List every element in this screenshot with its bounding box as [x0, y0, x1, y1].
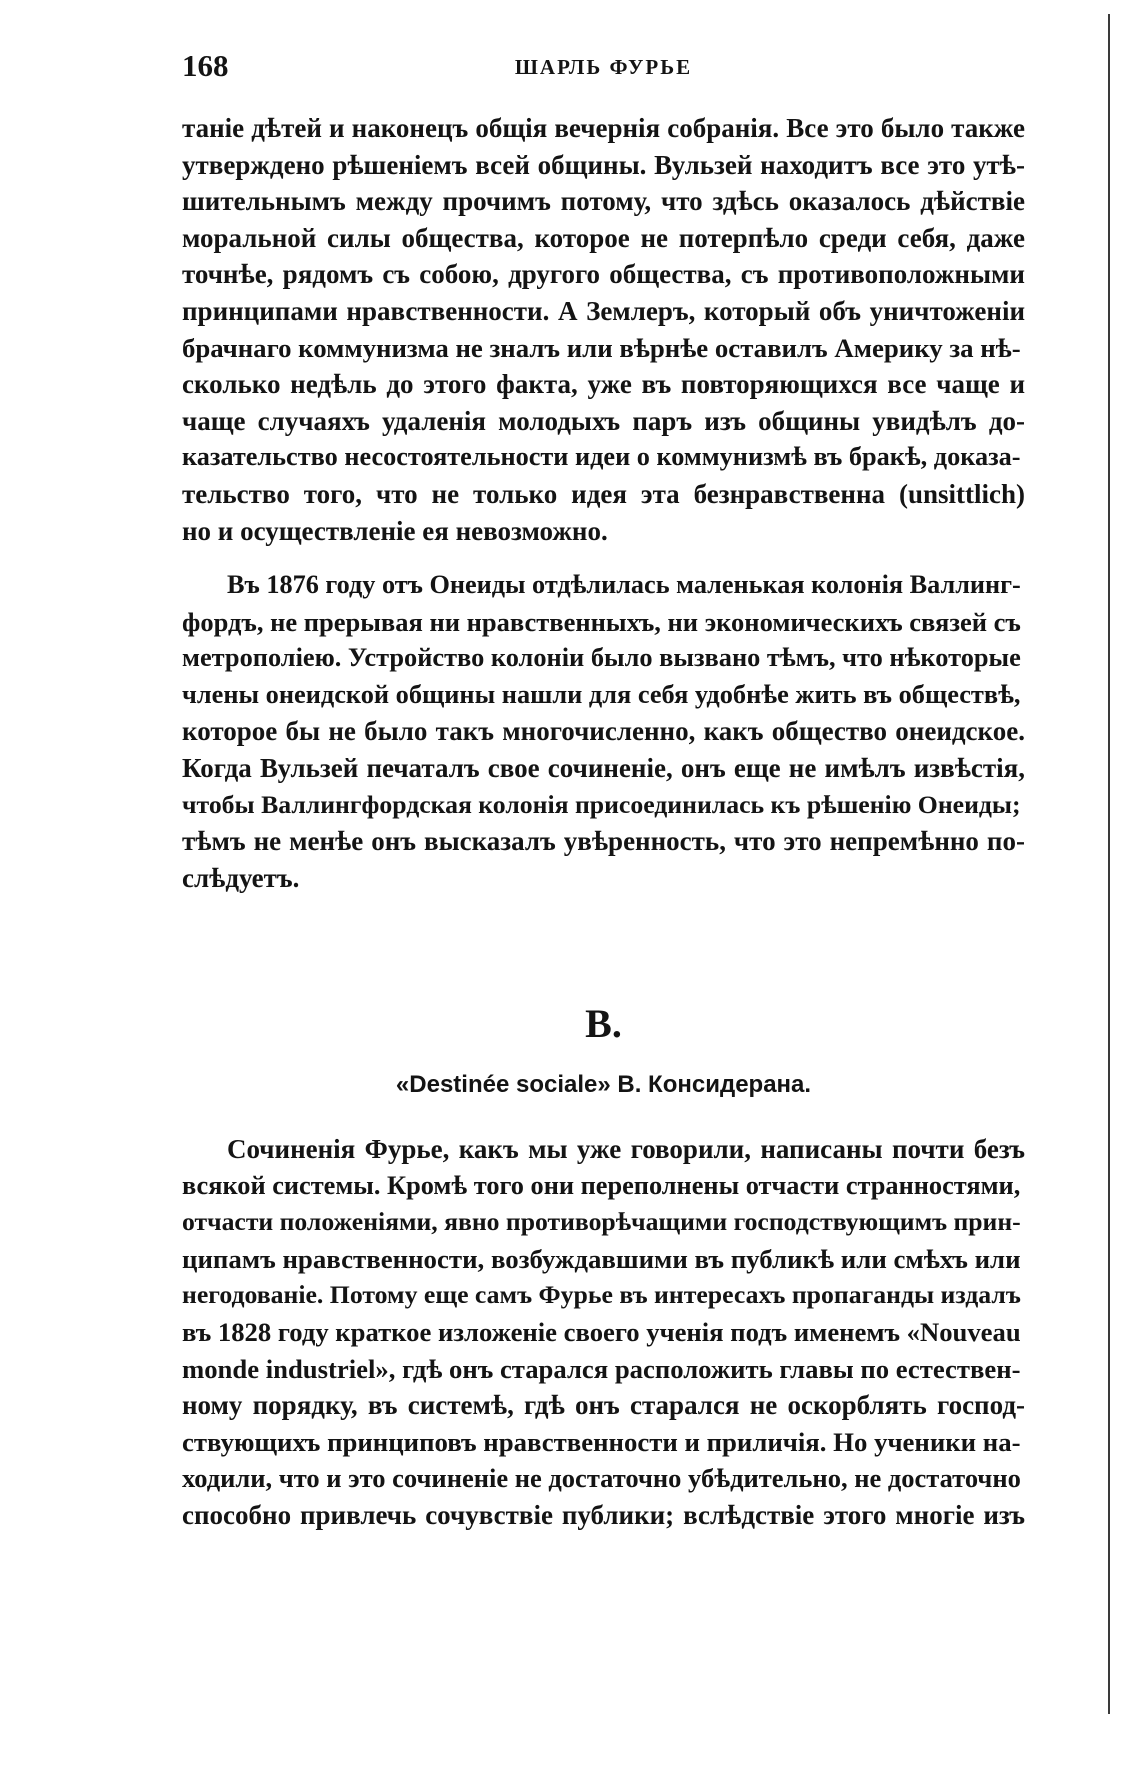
text-line: всякой системы. Кромѣ того они переполнены отчасти странностями, [182, 1170, 1021, 1200]
paragraph-1 [182, 110, 1025, 549]
section-title: «Destinée sociale» В. Консидерана. [395, 1071, 812, 1098]
text-line: таніе дѣтей и наконецъ общія вечернія собранія. Все это было также [182, 113, 1025, 143]
text-line: Сочиненія Фурье, какъ мы уже говорили, написаны почти безъ [227, 1134, 1025, 1164]
page-number: 168 [182, 48, 229, 83]
text-line: слѣдуетъ. [182, 862, 300, 893]
text-line: которое бы не было такъ многочисленно, какъ общество онеидское. [182, 716, 1025, 747]
text-line: ходили, что и это сочиненіе не достаточно убѣдительно, не достаточно [182, 1463, 1021, 1494]
text-line: моральной силы общества, которое не потерпѣло среди себя, даже [182, 222, 1025, 253]
text-line: негодованіе. Потому еще самъ Фурье въ интересахъ пропаганды издалъ [182, 1280, 1021, 1310]
page-edge-rule [1108, 14, 1110, 1714]
text-line: сколько недѣль до этого факта, уже въ повторяющихся все чаще и [182, 369, 1025, 400]
text-line: способно привлечь сочувствіе публики; вслѣдствіе этого многіе изъ [182, 1499, 1025, 1530]
running-head: ШАРЛЬ ФУРЬЕ [514, 55, 693, 79]
page-header [182, 46, 1025, 86]
text-line: чтобы Валлингфордская колонія присоединилась къ рѣшенію Онеиды; [182, 789, 1021, 819]
text-line: ному порядку, въ системѣ, гдѣ онъ старался не оскорблять господ- [182, 1390, 1025, 1421]
text-line: члены онеидской общины нашли для себя удобнѣе жить въ обществѣ, [182, 679, 1021, 709]
text-line: брачнаго коммунизма не зналъ или вѣрнѣе оставилъ Америку за нѣ- [182, 332, 1021, 363]
text-line: отчасти положеніями, явно противорѣчащими господствующимъ прин- [182, 1207, 1021, 1237]
text-line: monde industriel», гдѣ онъ старался расположить главы по естествен- [182, 1353, 1021, 1384]
text-line: казательство несостоятельности идеи о коммунизмѣ въ бракѣ, доказа- [182, 442, 1021, 472]
paragraph-3 [182, 1131, 1025, 1534]
text-line: принципами нравственности. А Землеръ, который объ уничтоженіи [182, 295, 1025, 326]
text-line: метрополіею. Устройство колоніи было вызвано тѣмъ, что нѣкоторые [182, 643, 1021, 673]
text-line: но и осуществленіе ея невозможно. [182, 515, 608, 546]
text-line: шительнымъ между прочимъ потому, что здѣсь оказалось дѣйствіе [182, 186, 1025, 217]
text-line: тѣмъ не менѣе онъ высказалъ увѣренность, что это непремѣнно по- [182, 826, 1025, 857]
section-letter: B. [585, 1001, 622, 1046]
text-line: ципамъ нравственности, возбуждавшими въ публикѣ или смѣхъ или [182, 1243, 1021, 1274]
text-line: тельство того, что не только идея эта безнравственна (unsittlich) [182, 478, 1025, 509]
text-line: Въ 1876 году отъ Онеиды отдѣлилась маленькая колонія Валлинг- [227, 570, 1021, 599]
paragraph-2 [182, 567, 1025, 896]
text-line: чаще случаяхъ удаленія молодыхъ паръ изъ общины увидѣлъ до- [182, 405, 1025, 436]
text-line: фордъ, не прерывая ни нравственныхъ, ни экономическихъ связей съ [182, 606, 1021, 637]
text-line: ствующихъ принциповъ нравственности и приличія. Но ученики на- [182, 1426, 1021, 1457]
text-line: въ 1828 году краткое изложеніе своего ученія подъ именемъ «Nouveau [182, 1316, 1021, 1347]
text-line: точнѣе, рядомъ съ собою, другого общества, съ противоположными [182, 259, 1025, 290]
text-line: Когда Вульзей печаталъ свое сочиненіе, онъ еще не имѣлъ извѣстія, [182, 752, 1025, 783]
text-line: утверждено рѣшеніемъ всей общины. Вульзей находитъ все это утѣ- [182, 149, 1025, 180]
